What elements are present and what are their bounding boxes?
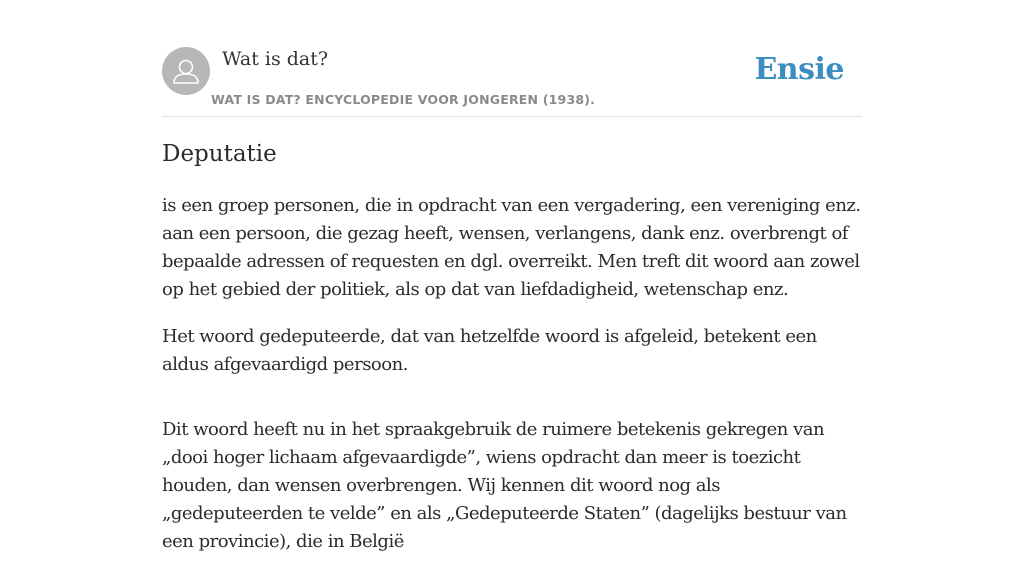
source-title[interactable]: Wat is dat?: [222, 48, 329, 70]
article-body: [162, 192, 864, 575]
article-paragraph: is een groep personen, die in opdracht van een vergadering, een vereniging enz. aan een persoon, die gezag heeft, wensen, verlangens, dank enz. overbrengt of bepaalde adressen of requesten en dgl. overreikt. Men treft dit woord aan zowel op het gebied der politiek, als op dat van liefdadigheid, wetenschap enz.: [162, 195, 861, 300]
article-paragraph: Dit woord heeft nu in het spraakgebruik de ruimere betekenis gekregen van „dooi hoger lichaam afgevaardigde”, wiens opdracht dan meer is toezicht houden, dan wensen overbrengen. Wij kennen dit woord nog als „gedeputeerden te velde” en als „Gedeputeerde Staten” (dagelijks bestuur van een provincie), die in België: [162, 419, 847, 552]
source-header: [162, 46, 862, 117]
source-subtitle[interactable]: WAT IS DAT? ENCYCLOPEDIE VOOR JONGEREN (1938).: [211, 92, 596, 107]
article-paragraph: Het woord gedeputeerde, dat van hetzelfde woord is afgeleid, betekent een aldus afgevaardigd persoon.: [162, 326, 817, 375]
user-icon-glyph: [162, 47, 210, 95]
ensie-logo[interactable]: Ensie: [754, 52, 844, 87]
page-title: Deputatie: [162, 141, 277, 167]
user-icon[interactable]: [162, 47, 210, 95]
